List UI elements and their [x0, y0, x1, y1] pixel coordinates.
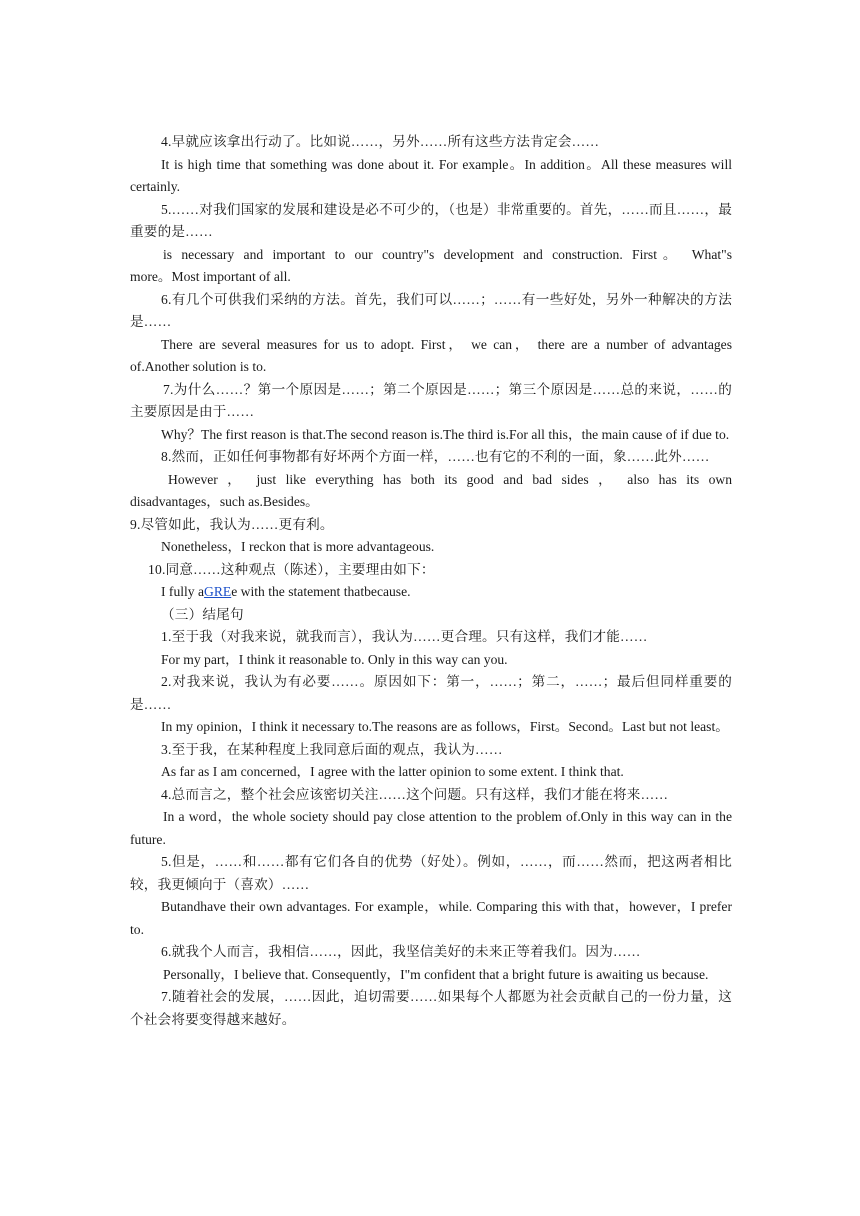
document-body: [130, 131, 732, 1031]
paragraph: 10.同意……这种观点（陈述），主要理由如下：: [148, 561, 435, 577]
paragraph: However ， just like everything has both its good and bad sides ， also has its own: [168, 471, 732, 487]
paragraph: 6.就我个人而言，我相信……，因此，我坚信美好的未来正等着我们。因为……: [161, 944, 641, 959]
paragraph: （三）结尾句: [161, 606, 244, 622]
paragraph: 3.至于我，在某种程度上我同意后面的观点，我认为……: [161, 741, 503, 757]
paragraph: 6.有几个可供我们采纳的方法。首先，我们可以……；……有一些好处，另外一种解决的方法是……: [130, 291, 732, 329]
paragraph: There are several measures for us to adopt. First， we can， there are a number of advantages of.Another solution is to.: [130, 336, 732, 374]
paragraph: 4.总而言之，整个社会应该密切关注……这个问题。只有这样，我们才能在将来……: [161, 786, 669, 802]
paragraph: 1.至于我（对我来说，就我而言），我认为……更合理。只有这样，我们才能……: [161, 629, 648, 644]
paragraph: 5.但是，……和……都有它们各自的优势（好处）。例如，……，而……然而，把这两者相比较，我更倾向于（喜欢）……: [130, 854, 732, 892]
paragraph: In a word，the whole society should pay close attention to the problem of.Only in this way can in the future.: [130, 809, 732, 847]
paragraph: 4.早就应该拿出行动了。比如说……，另外……所有这些方法肯定会……: [161, 134, 600, 149]
paragraph: For my part，I think it reasonable to. Only in this way can you.: [161, 651, 508, 667]
paragraph: It is high time that something was done about it. For example。In addition。All these measures will certainly.: [130, 156, 732, 194]
paragraph-text-post: e with the statement thatbecause.: [231, 584, 411, 599]
paragraph: Why？The first reason is that.The second reason is.The third is.For all this，the main cause of if due to.: [161, 426, 730, 442]
paragraph: As far as I am concerned，I agree with the latter opinion to some extent. I think that.: [161, 764, 624, 779]
paragraph: Nonetheless，I reckon that is more advantageous.: [161, 539, 435, 554]
paragraph: [130, 581, 732, 604]
gre-link[interactable]: GRE: [204, 584, 232, 599]
paragraph: In my opinion，I think it necessary to.The reasons are as follows，First。Second。Last but not least。: [161, 719, 729, 734]
paragraph: is necessary and important to our country"s development and construction. First。 What"s: [163, 246, 732, 262]
paragraph: Butandhave their own advantages. For example，while. Comparing this with that，however，I prefer to.: [130, 899, 732, 937]
paragraph: Personally，I believe that. Consequently，I"m confident that a bright future is awaiting us because.: [163, 966, 709, 982]
paragraph: 7.为什么……？第一个原因是……；第二个原因是……；第三个原因是……总的来说，……的主要原因是由于……: [130, 381, 732, 419]
paragraph: disadvantages，such as.Besides。: [130, 494, 319, 509]
paragraph: 9.尽管如此，我认为……更有利。: [130, 516, 334, 532]
paragraph: 2.对我来说，我认为有必要……。原因如下：第一，……；第二，……；最后但同样重要的是……: [130, 674, 732, 712]
paragraph-text-pre: I fully a: [161, 584, 205, 599]
paragraph: 8.然而，正如任何事物都有好坏两个方面一样，……也有它的不利的一面，象……此外……: [161, 449, 710, 464]
paragraph: 5.……对我们国家的发展和建设是必不可少的，（也是）非常重要的。首先，……而且……，最重要的是……: [130, 201, 732, 239]
paragraph: more。Most important of all.: [130, 269, 291, 284]
paragraph: 7.随着社会的发展，……因此，迫切需要……如果每个人都愿为社会贡献自己的一份力量，这个社会将要变得越来越好。: [130, 989, 732, 1027]
